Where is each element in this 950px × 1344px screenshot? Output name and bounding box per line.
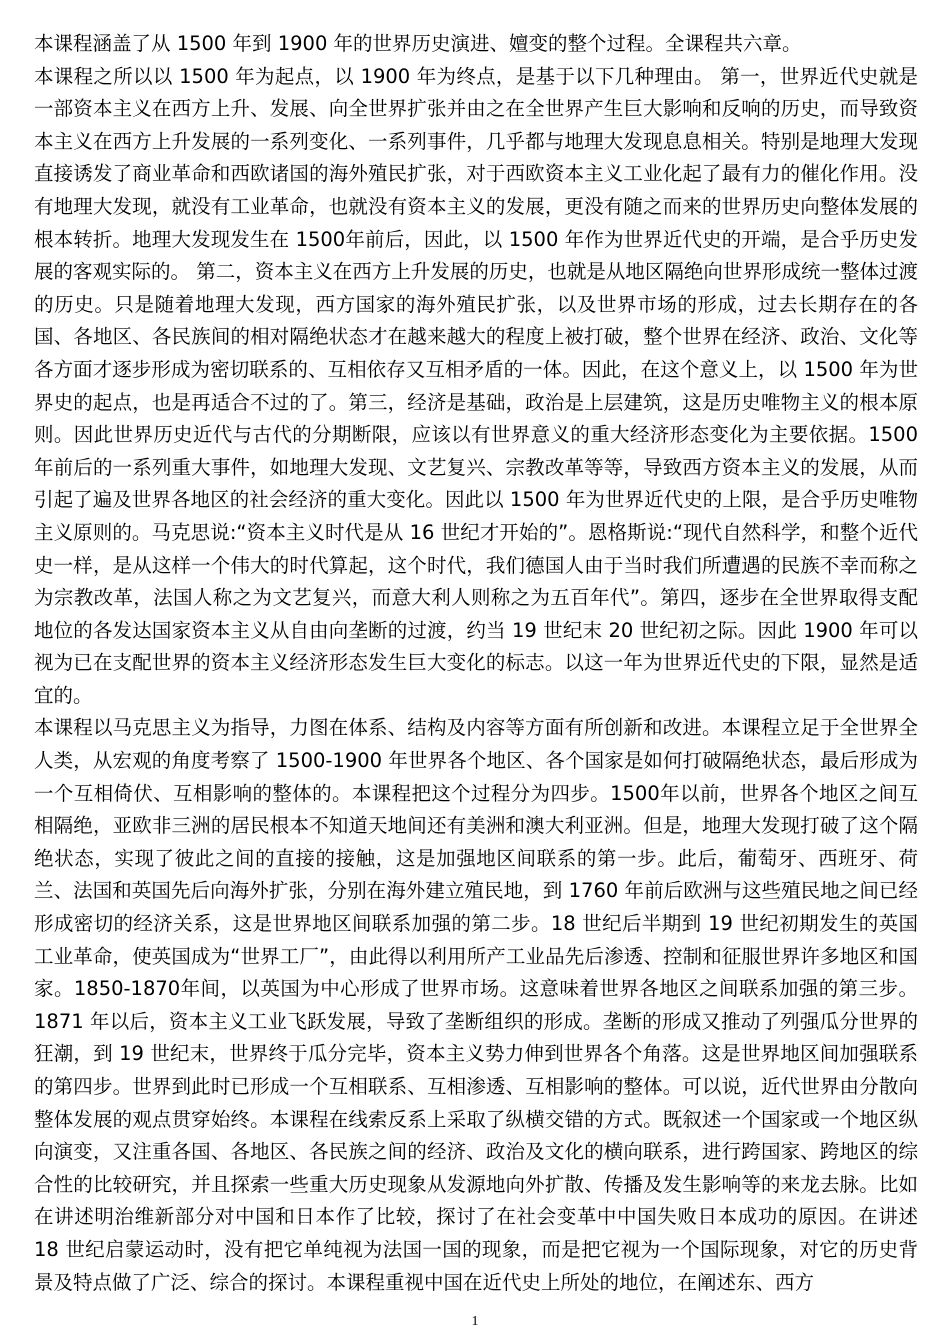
paragraph-framework: 本课程以马克思主义为指导，力图在体系、结构及内容等方面有所创新和改进。本课程立足于全世界全人类，从宏观的角度考察了 1500-1900 年世界各个地区、各个国家是如何打破隔绝状态，最后形成为一个互相倚伏、互相影响的整体的。本课程把这个过程分为四步。1500年以前，世界各个地区之间互相隔绝，亚欧非三洲的居民根本不知道天地间还有美洲和澳大利亚洲。但是，地理大发现打破了这个隔绝状态，实现了彼此之间的直接的接触，这是加强地区间联系的第一步。此后，葡萄牙、西班牙、荷兰、法国和英国先后向海外扩张，分别在海外建立殖民地，到 1760 年前后欧洲与这些殖民地之间已经形成密切的经济关系，这是世界地区间联系加强的第二步。18 世纪后半期到 19 世纪初期发生的英国工业革命，使英国成为“世界工厂”，由此得以利用所产工业品先后渗透、控制和征服世界许多地区和国家。1850-1870年间，以英国为中心形成了世界市场。这意味着世界各地区之间联系加强的第三步。1871 年以后，资本主义工业飞跃发展，导致了垄断组织的形成。垄断的形成又推动了列强瓜分世界的狂潮，到 19 世纪末，世界终于瓜分完毕，资本主义势力伸到世界各个角落。这是世界地区间加强联系的第四步。世界到此时已形成一个互相联系、互相渗透、互相影响的整体。可以说，近代世界由分散向整体发展的观点贯穿始终。本课程在线索反系上采取了纵横交错的方式。既叙述一个国家或一个地区纵向演变，又注重各国、各地区、各民族之间的经济、政治及文化的横向联系，进行跨国家、跨地区的综合性的比较研究，并且探索一些重大历史现象从发源地向外扩散、传播及发生影响等的来龙去脉。比如在讲述明治维新部分对中国和日本作了比较，探讨了在社会变革中中国失败日本成功的原因。在讲述 18 世纪启蒙运动时，没有把它单纯视为法国一国的现象，而是把它视为一个国际现象，对它的历史背景及特点做了广泛、综合的探讨。本课程重视中国在近代史上所处的地位，在阐述东、西方 [34, 716, 918, 1294]
body-text [34, 28, 918, 1299]
page-number: 1 [471, 1314, 479, 1329]
paragraph-intro: 本课程涵盖了从 1500 年到 1900 年的世界历史演进、嬗变的整个过程。全课程共六章。 [34, 32, 802, 55]
paragraph-reasons: 本课程之所以以 1500 年为起点，以 1900 年为终点，是基于以下几种理由。 第一，世界近代史就是一部资本主义在西方上升、发展、向全世界扩张并由之在全世界产生巨大影响和反响的历史，而导致资本主义在西方上升发展的一系列变化、一系列事件，几乎都与地理大发现息息相关。特别是地理大发现直接诱发了商业革命和西欧诸国的海外殖民扩张，对于西欧资本主义工业化起了最有力的催化作用。没有地理大发现，就没有工业革命，也就没有资本主义的发展，更没有随之而来的世界历史向整体发展的根本转折。地理大发现发生在 1500年前后，因此，以 1500 年作为世界近代史的开端，是合乎历史发展的客观实际的。 第二，资本主义在西方上升发展的历史，也就是从地区隔绝向世界形成统一整体过渡的历史。只是随着地理大发现，西方国家的海外殖民扩张，以及世界市场的形成，过去长期存在的各国、各地区、各民族间的相对隔绝状态才在越来越大的程度上被打破，整个世界在经济、政治、文化等各方面才逐步形成为密切联系的、互相依存又互相矛盾的一体。因此，在这个意义上，以 1500 年为世界史的起点，也是再适合不过的了。第三，经济是基础，政治是上层建筑，这是历史唯物主义的根本原则。因此世界历史近代与古代的分期断限，应该以有世界意义的重大经济形态变化为主要依据。1500 年前后的一系列重大事件，如地理大发现、文艺复兴、宗教改革等等，导致西方资本主义的发展，从而引起了遍及世界各地区的社会经济的重大变化。因此以 1500 年为世界近代史的上限，是合乎历史唯物主义原则的。马克思说:“资本主义时代是从 16 世纪才开始的”。恩格斯说:“现代自然科学，和整个近代史一样，是从这样一个伟大的时代算起，这个时代，我们德国人由于当时我们所遭遇的民族不幸而称之为宗教改革，法国人称之为文艺复兴，而意大利人则称之为五百年代”。第四，逐步在全世界取得支配地位的各发达国家资本主义从自由向垄断的过渡，约当 19 世纪末 20 世纪初之际。因此 1900 年可以视为已在支配世界的资本主义经济形态发生巨大变化的标志。以这一年为世界近代史的下限，显然是适宜的。 [34, 64, 918, 707]
